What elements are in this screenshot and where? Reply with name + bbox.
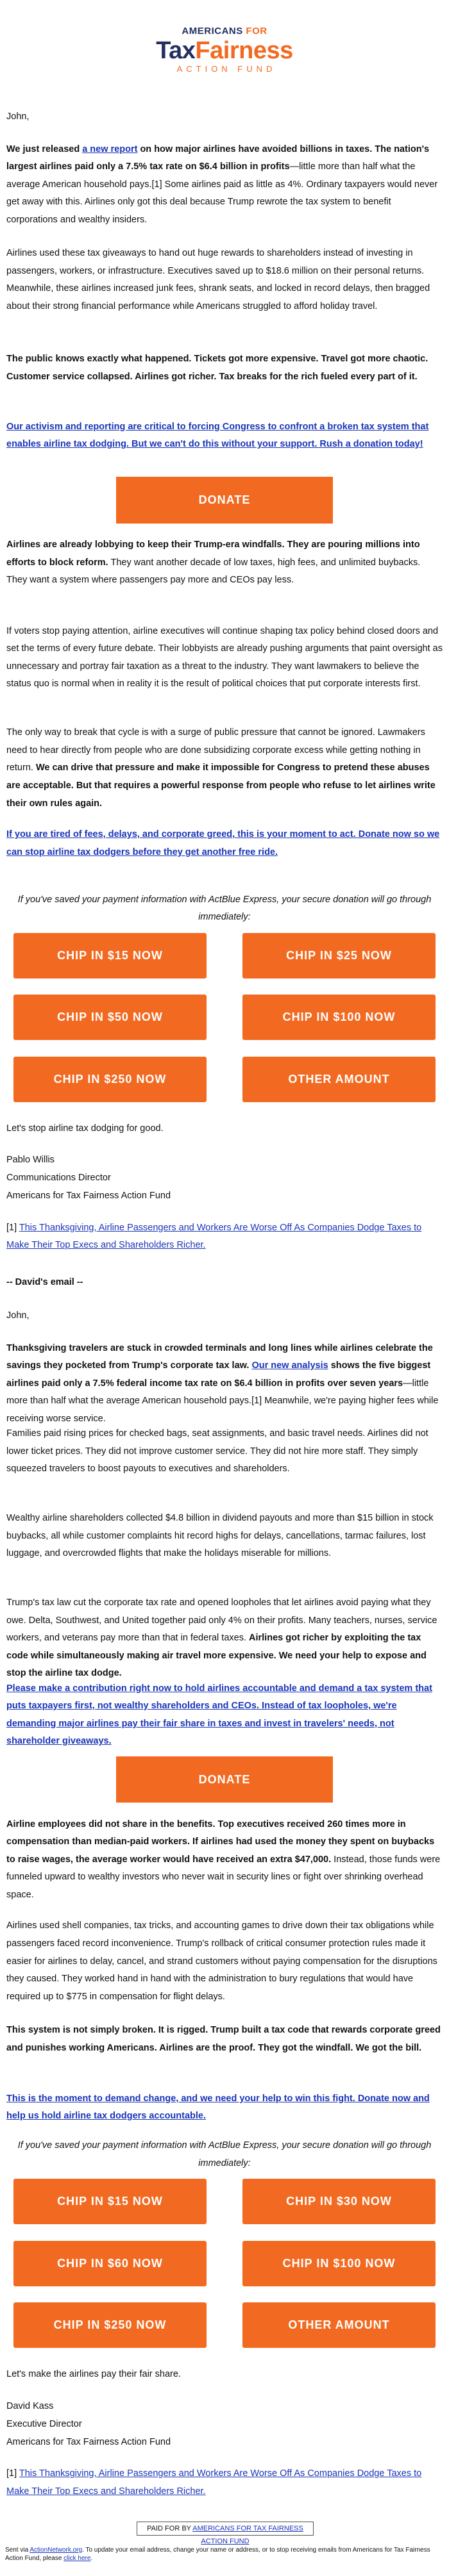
logo-text-fairness: Fairness <box>195 37 293 64</box>
footnote-link[interactable]: This Thanksgiving, Airline Passengers and Workers Are Worse Off As Companies Dodge Taxes to Make Their Top Execs and Shareholders Richer. <box>6 1222 422 1251</box>
chip-in-30-button[interactable]: CHIP IN $30 NOW <box>242 2179 436 2224</box>
paid-for-box: PAID FOR BY AMERICANS FOR TAX FAIRNESS ACTION FUND <box>137 2522 314 2536</box>
paragraph: We just released a new report on how major airlines have avoided billions in taxes. The nation's largest airlines paid only a 7.5% tax rate on $6.4 billion in profits—little more than half what the average American household pays.[1] Some airlines paid as little as 4%. Ordinary taxpayers would never get away with this. Airlines only got this deal because Trump rewrote the tax system to benefit corporations and wealthy insiders. <box>6 144 438 225</box>
donate-text-link[interactable]: If you are tired of fees, delays, and corporate greed, this is your moment to act. Donate now so we can stop airline tax dodgers before they get another free ride. <box>6 829 440 857</box>
donate-button[interactable]: DONATE <box>116 1756 333 1803</box>
report-link[interactable]: a new report <box>82 144 138 154</box>
chip-in-60-button[interactable]: CHIP IN $60 NOW <box>13 2241 207 2286</box>
paragraph: Thanksgiving travelers are stuck in crowded terminals and long lines while airlines celebrate the savings they pocketed from Trump's corporate tax law. Our new analysis shows the five biggest airlines paid only a 7.5% federal income tax rate on $6.4 billion in profits over seven years—little more than half what the average American household pays.[1] Meanwhile, we're paying higher fees while receiving worse service. <box>6 1342 439 1424</box>
paragraph: Wealthy airline shareholders collected $4.8 billion in dividend payouts and more than $15 billion in stock buybacks, all while customer complaints hit record highs for delays, cancellations, tarmac failures, lost luggage, and overcrowded flights that make the holidays miserable for millions. <box>6 1513 434 1559</box>
chip-in-250-button[interactable]: CHIP IN $250 NOW <box>13 1057 207 1102</box>
closing: Let's stop airline tax dodging for good. <box>6 1123 164 1134</box>
chip-in-15-button[interactable]: CHIP IN $15 NOW <box>13 2179 207 2224</box>
signature-title: Executive Director <box>6 2418 82 2429</box>
signature-title: Communications Director <box>6 1173 111 1184</box>
logo-text-action-fund: ACTION FUND <box>176 63 276 74</box>
email-separator: -- David's email -- <box>6 1276 83 1287</box>
greeting: John, <box>6 1310 30 1321</box>
paragraph: If voters stop paying attention, airline executives will continue shaping tax policy behind closed doors and set the terms of every future debate. Their lobbyists are already pushing arguments that paint oversight as unnecessary and portray fair taxation as a threat to the industry. They want lawmakers to believe the status quo is normal when in reality it is the result of political choices that put corporate interests first. <box>6 625 443 689</box>
footnote-link[interactable]: This Thanksgiving, Airline Passengers and Workers Are Worse Off As Companies Dodge Taxes to Make Their Top Execs and Shareholders Richer. <box>6 2468 422 2497</box>
greeting: John, <box>6 111 30 122</box>
donate-button[interactable]: DONATE <box>116 477 333 523</box>
closing: Let's make the airlines pay their fair share. <box>6 2369 181 2380</box>
paragraph: The public knows exactly what happened. Tickets got more expensive. Travel got more chaotic. Customer service collapsed. Airlines got richer. Tax breaks for the rich fueled every part of it. <box>6 354 428 382</box>
analysis-link[interactable]: Our new analysis <box>251 1360 328 1371</box>
signature-name: David Kass <box>6 2400 54 2411</box>
chip-in-50-button[interactable]: CHIP IN $50 NOW <box>13 995 207 1040</box>
donate-text-link[interactable]: Please make a contribution right now to hold airlines accountable and demand a tax system that puts taxpayers first, not wealthy shareholders and CEOs. Instead of tax loopholes, we're demanding major airlines pay their fair share in taxes and invest in travelers' needs, not shareholder giveaways. <box>6 1683 432 1747</box>
logo-text-tax: Tax <box>156 37 196 64</box>
actblue-note: If you've saved your payment information with ActBlue Express, your secure donation will go through immediately: <box>17 2140 432 2168</box>
logo-text-americans: AMERICANS <box>182 25 243 37</box>
footnote: [1] This Thanksgiving, Airline Passengers and Workers Are Worse Off As Companies Dodge Taxes to Make Their Top Execs and Shareholders Richer. <box>6 1222 422 1251</box>
chip-in-250-button[interactable]: CHIP IN $250 NOW <box>13 2302 207 2348</box>
other-amount-button[interactable]: OTHER AMOUNT <box>242 1057 436 1102</box>
paragraph: Airlines are already lobbying to keep their Trump-era windfalls. They are pouring millions into efforts to block reform. They want another decade of low taxes, high fees, and unlimited buybacks. They want a system where passengers pay more and CEOs pay less. <box>6 540 421 586</box>
actblue-note: If you've saved your payment information with ActBlue Express, your secure donation will go through immediately: <box>17 894 432 923</box>
donate-text-link[interactable]: This is the moment to demand change, and we need your help to win this fight. Donate now and help us hold airline tax dodgers accountable. <box>6 2093 430 2122</box>
chip-in-100-button[interactable]: CHIP IN $100 NOW <box>242 2241 436 2286</box>
signature-org: Americans for Tax Fairness Action Fund <box>6 2436 171 2447</box>
paragraph: Families paid rising prices for checked bags, seat assignments, and basic travel needs. Airlines did not lower ticket prices. They did not improve customer service. They did not hire more staff. They simply squeezed travelers to boost payouts to executives and shareholders. <box>6 1428 428 1474</box>
chip-in-25-button[interactable]: CHIP IN $25 NOW <box>242 933 436 978</box>
paragraph: Trump's tax law cut the corporate tax rate and opened loopholes that let airlines avoid paying what they owe. Delta, Southwest, and United together paid only 4% on their profits. Many teachers, nurses, service workers, and veterans pay more than that in federal taxes. Airlines got richer by exploiting the tax code while simultaneously making air travel more expensive. We need your help to expose and stop the airline tax dodge. <box>6 1598 437 1679</box>
paragraph: Airlines used shell companies, tax tricks, and accounting games to drive down their tax obligations while passengers faced record inconvenience. Trump's rollback of critical consumer protection rules made it easier for airlines to delay, cancel, and strand customers without paying compensation for the disruptions they caused. They worked hand in hand with the administration to bury regulations that would have required up to $775 in compensation for flight delays. <box>6 1920 437 2002</box>
signature-name: Pablo Willis <box>6 1155 55 1166</box>
other-amount-button[interactable]: OTHER AMOUNT <box>242 2302 436 2348</box>
actionnetwork-link[interactable]: ActionNetwork.org <box>30 2547 83 2554</box>
chip-in-15-button[interactable]: CHIP IN $15 NOW <box>13 933 207 978</box>
atf-logo <box>0 26 449 74</box>
chip-in-100-button[interactable]: CHIP IN $100 NOW <box>242 995 436 1040</box>
unsubscribe-link[interactable]: click here <box>64 2555 91 2562</box>
signature-org: Americans for Tax Fairness Action Fund <box>6 1191 171 1201</box>
paragraph: The only way to break that cycle is with a surge of public pressure that cannot be ignored. Lawmakers need to hear directly from people who are done subsidizing corporate excess while getting nothing in return. We can drive that pressure and make it impossible for Congress to pretend these abuses are acceptable. But that requires a powerful response from people who refuse to let airlines write their own rules again. <box>6 727 436 809</box>
donate-text-link[interactable]: Our activism and reporting are critical to forcing Congress to confront a broken tax system that enables airline tax dodging. But we can't do this without your support. Rush a donation today! <box>6 421 429 450</box>
paragraph: Airlines used these tax giveaways to hand out huge rewards to shareholders instead of investing in passengers, workers, or infrastructure. Executives saved up to $18.6 million on their personal returns. Meanwhile, these airlines increased junk fees, shrank seats, and locked in record delays, then bragged about their strong financial performance while Americans struggled to afford holiday travel. <box>6 248 430 311</box>
paragraph: Airline employees did not share in the benefits. Top executives received 260 times more in compensation than median-paid workers. If airlines had used the money they spent on buybacks to raise wages, the average worker would have received an extra $47,000. Instead, those funds were funneled upward to wealthy investors who never wait in security lines or fight over shrinking overhead space. <box>6 1819 441 1900</box>
footnote: [1] This Thanksgiving, Airline Passengers and Workers Are Worse Off As Companies Dodge Taxes to Make Their Top Execs and Shareholders Richer. <box>6 2468 422 2497</box>
paid-for-link[interactable]: AMERICANS FOR TAX FAIRNESS ACTION FUND <box>192 2524 303 2545</box>
logo-text-for: FOR <box>242 25 267 37</box>
paragraph: This system is not simply broken. It is rigged. Trump built a tax code that rewards corporate greed and punishes working Americans. Airlines are the proof. They got the windfall. We got the bill. <box>6 2025 441 2053</box>
footer-unsubscribe-text: Sent via ActionNetwork.org. To update your email address, change your name or address, or to stop receiving emails from Americans for Tax Fairness Action Fund, please click here. <box>5 2547 430 2562</box>
